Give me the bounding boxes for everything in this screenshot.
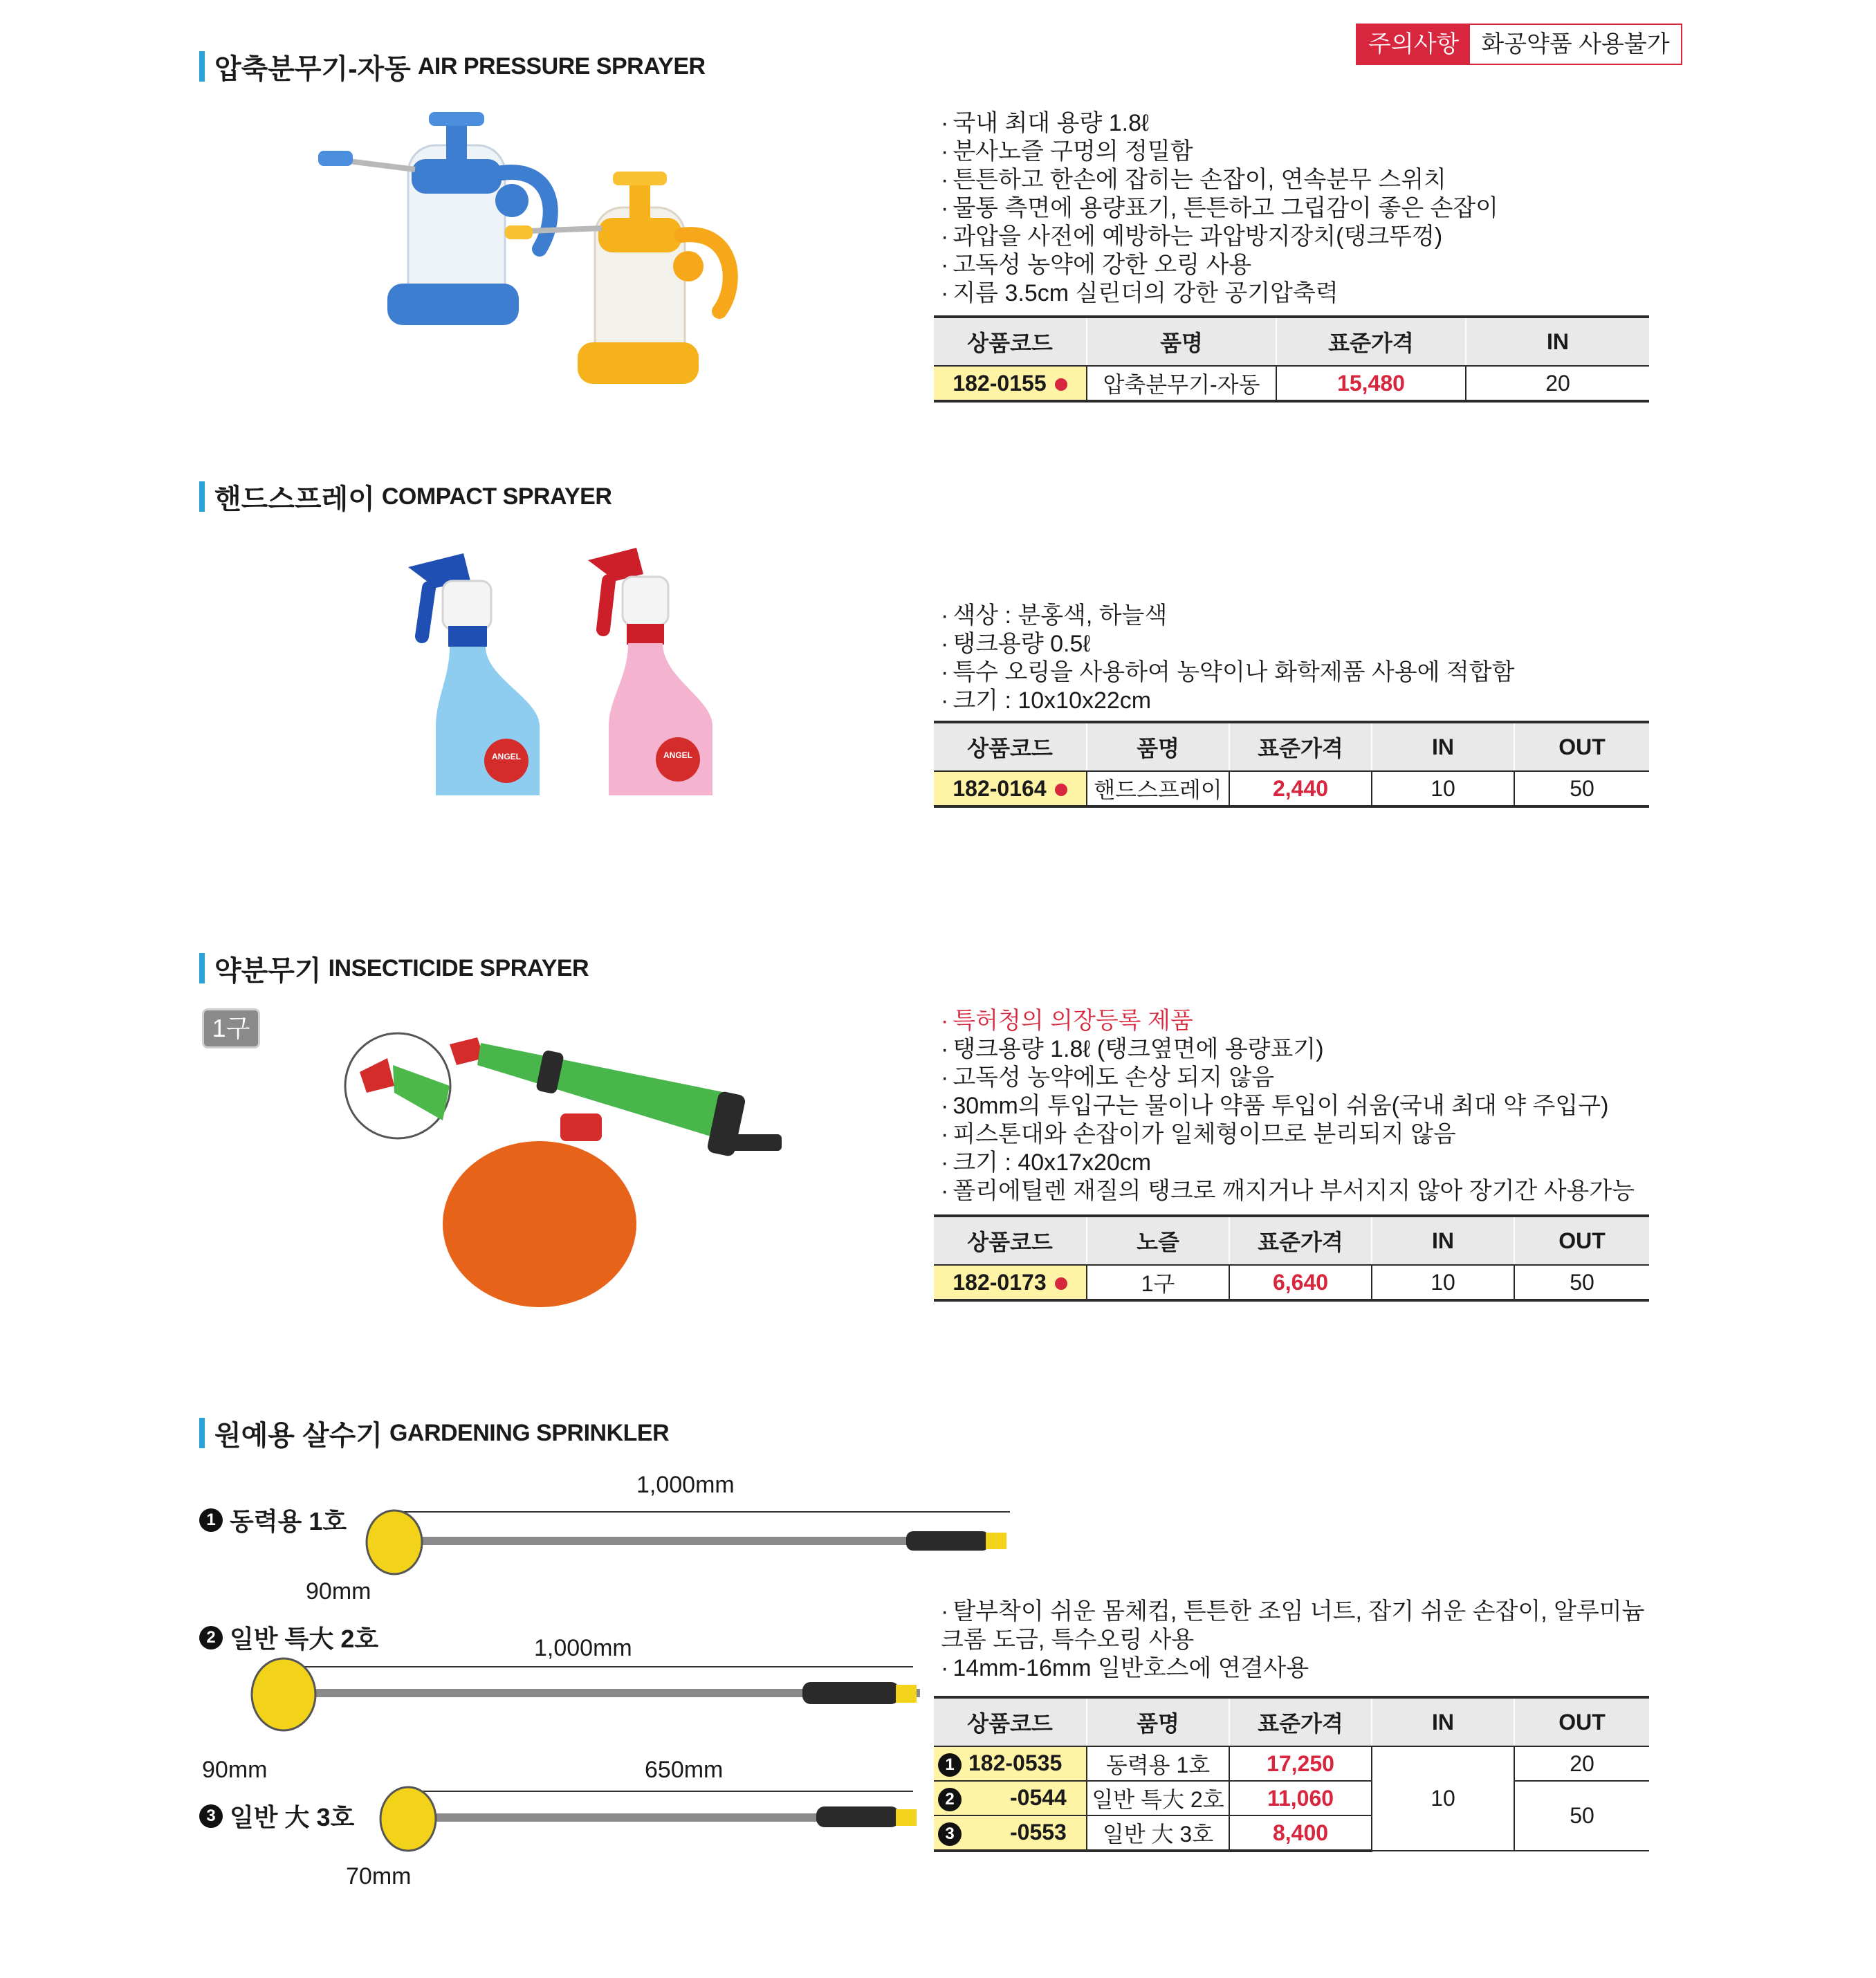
col-header: OUT [1514,1216,1649,1265]
s2-feature-list [941,602,1514,715]
feature-item: · 분사노즐 구멍의 정밀함 [941,138,1498,166]
col-header: 표준가격 [1229,722,1372,771]
insecticide-sprayer-image [339,1017,823,1307]
feature-item: · 탈부착이 쉬운 몸체컵, 튼튼한 조임 너트, 잡기 쉬운 손잡이, 알루미늄크롬 도금, 특수오링 사용 [941,1598,1653,1654]
product-name: 일반 특大 2호 [1087,1781,1229,1815]
red-dot-icon [1055,784,1067,796]
feature-item: · 과압을 사전에 예방하는 과압방지장치(탱크뚜껑) [941,223,1498,251]
section-title-air-pressure [199,48,706,84]
table-row [934,771,1649,806]
length-dimension: 1,000mm [636,1472,735,1498]
number-1-icon: 1 [938,1753,962,1777]
col-header: 상품코드 [934,1216,1087,1265]
table-row [934,1746,1649,1781]
nozzle-type: 1구 [1087,1265,1229,1300]
bottle-logo-text: ANGEL [492,752,521,761]
product-code: -0553 [1010,1820,1067,1845]
col-header: IN [1466,317,1649,366]
width-dimension: 90mm [306,1578,371,1605]
s4-spec-table [934,1696,1649,1852]
product-name: 압축분무기-자동 [1087,366,1276,401]
s4-feature-list [941,1598,1653,1683]
number-2-icon: 2 [938,1788,962,1811]
caution-box [1356,24,1682,65]
nozzle-count-badge: 1구 [202,1008,260,1048]
feature-item: · 탱크용량 1.8ℓ (탱크옆면에 용량표기) [941,1035,1635,1064]
product-code-cell [934,771,1087,806]
title-en: GARDENING SPRINKLER [389,1419,670,1446]
feature-item: · 튼튼하고 한손에 잡히는 손잡이, 연속분무 스위치 [941,166,1498,194]
number-2-icon: 2 [199,1626,223,1649]
col-header: IN [1372,722,1514,771]
caution-text: 화공약품 사용불가 [1470,25,1680,64]
feature-item: · 크기 : 10x10x22cm [941,687,1514,715]
s1-spec-table [934,315,1649,403]
product-code-cell [934,366,1087,401]
title-accent-bar [199,953,205,983]
feature-item: · 색상 : 분홍색, 하늘색 [941,602,1514,630]
feature-item: · 피스톤대와 손잡이가 일체형이므로 분리되지 않음 [941,1120,1635,1149]
air-pressure-sprayer-image [304,104,775,408]
title-accent-bar [199,1418,205,1448]
sprinkler-images [208,1501,1038,1888]
col-header: 품명 [1087,317,1276,366]
product-price: 8,400 [1229,1815,1372,1851]
s2-spec-table [934,721,1649,808]
feature-item: · 폴리에틸렌 재질의 탱크로 깨지거나 부서지지 않아 장기간 사용가능 [941,1177,1635,1205]
out-qty: 50 [1514,771,1649,806]
in-qty: 10 [1372,1265,1514,1300]
table-row [934,1265,1649,1300]
feature-item: · 고독성 농약에도 손상 되지 않음 [941,1064,1635,1092]
col-header: 품명 [1087,1697,1229,1746]
col-header: OUT [1514,1697,1649,1746]
out-qty: 50 [1514,1781,1649,1851]
title-accent-bar [199,481,205,512]
feature-item: · 탱크용량 0.5ℓ [941,630,1514,658]
table-header-row [934,722,1649,771]
title-en: AIR PRESSURE SPRAYER [417,53,706,80]
product-code: -0544 [1010,1785,1067,1811]
s3-spec-table [934,1214,1649,1302]
title-accent-bar [199,51,205,82]
table-row [934,366,1649,401]
bottle-logo-text: ANGEL [663,750,692,760]
width-dimension: 70mm [346,1863,412,1889]
section-title-compact-sprayer [199,479,611,515]
feature-item-highlight: · 특허청의 의장등록 제품 [941,1007,1635,1035]
in-qty: 10 [1372,771,1514,806]
product-code-cell [934,1815,1087,1851]
col-header: 상품코드 [934,722,1087,771]
col-header: IN [1372,1216,1514,1265]
feature-item: · 특수 오링을 사용하여 농약이나 화학제품 사용에 적합함 [941,658,1514,687]
col-header: 품명 [1087,722,1229,771]
title-ko: 핸드스프레이 [214,483,375,515]
col-header: 상품코드 [934,317,1087,366]
number-3-icon: 3 [199,1804,223,1828]
col-header: 노즐 [1087,1216,1229,1265]
length-dimension: 1,000mm [534,1635,632,1661]
table-header-row [934,1216,1649,1265]
product-name: 동력용 1호 [1087,1746,1229,1781]
title-ko: 압축분무기-자동 [214,53,411,84]
feature-item: · 지름 3.5cm 실린더의 강한 공기압축력 [941,279,1498,308]
section-title-gardening-sprinkler [199,1415,669,1451]
product-code-cell [934,1781,1087,1815]
feature-item: · 고독성 농약에 강한 오링 사용 [941,251,1498,279]
s3-feature-list [941,1007,1635,1205]
col-header: 표준가격 [1229,1216,1372,1265]
red-dot-icon [1055,378,1067,391]
variant-name: 동력용 1호 [230,1507,347,1535]
table-header-row [934,1697,1649,1746]
product-code: 182-0535 [968,1750,1063,1776]
variant-name: 일반 大 3호 [230,1803,355,1831]
feature-item: · 14mm-16mm 일반호스에 연결사용 [941,1654,1653,1683]
variant-name: 일반 특大 2호 [230,1625,379,1653]
table-header-row [934,317,1649,366]
red-dot-icon [1055,1277,1067,1290]
in-qty: 20 [1466,366,1649,401]
feature-item: · 30mm의 투입구는 물이나 약품 투입이 쉬움(국내 최대 약 주입구) [941,1092,1635,1120]
col-header: IN [1372,1697,1514,1746]
feature-item: · 크기 : 40x17x20cm [941,1149,1635,1177]
compact-sprayer-image [401,539,719,816]
s1-feature-list [941,109,1498,308]
product-code-cell [934,1746,1087,1781]
product-code: 182-0155 [953,370,1047,396]
section-title-insecticide-sprayer [199,950,589,986]
out-qty: 50 [1514,1265,1649,1300]
product-price: 15,480 [1276,366,1466,401]
title-ko: 원예용 살수기 [214,1420,383,1451]
in-qty: 10 [1372,1746,1514,1851]
col-header: OUT [1514,722,1649,771]
number-3-icon: 3 [938,1822,962,1846]
product-code: 182-0164 [953,775,1047,801]
col-header: 상품코드 [934,1697,1087,1746]
product-price: 17,250 [1229,1746,1372,1781]
feature-item: · 국내 최대 용량 1.8ℓ [941,109,1498,138]
product-price: 6,640 [1229,1265,1372,1300]
product-code-cell [934,1265,1087,1300]
title-en: COMPACT SPRAYER [381,483,612,510]
table-row [934,1781,1649,1815]
product-name: 일반 大 3호 [1087,1815,1229,1851]
product-name: 핸드스프레이 [1087,771,1229,806]
width-dimension: 90mm [202,1757,268,1783]
col-header: 표준가격 [1276,317,1466,366]
length-dimension: 650mm [645,1757,724,1783]
caution-tag: 주의사항 [1357,25,1470,64]
product-price: 11,060 [1229,1781,1372,1815]
out-qty: 20 [1514,1746,1649,1781]
feature-item: · 물통 측면에 용량표기, 튼튼하고 그립감이 좋은 손잡이 [941,194,1498,223]
product-code: 182-0173 [953,1269,1047,1295]
col-header: 표준가격 [1229,1697,1372,1746]
title-ko: 약분무기 [214,955,322,986]
title-en: INSECTICIDE SPRAYER [328,954,589,981]
product-price: 2,440 [1229,771,1372,806]
number-1-icon: 1 [199,1508,223,1532]
